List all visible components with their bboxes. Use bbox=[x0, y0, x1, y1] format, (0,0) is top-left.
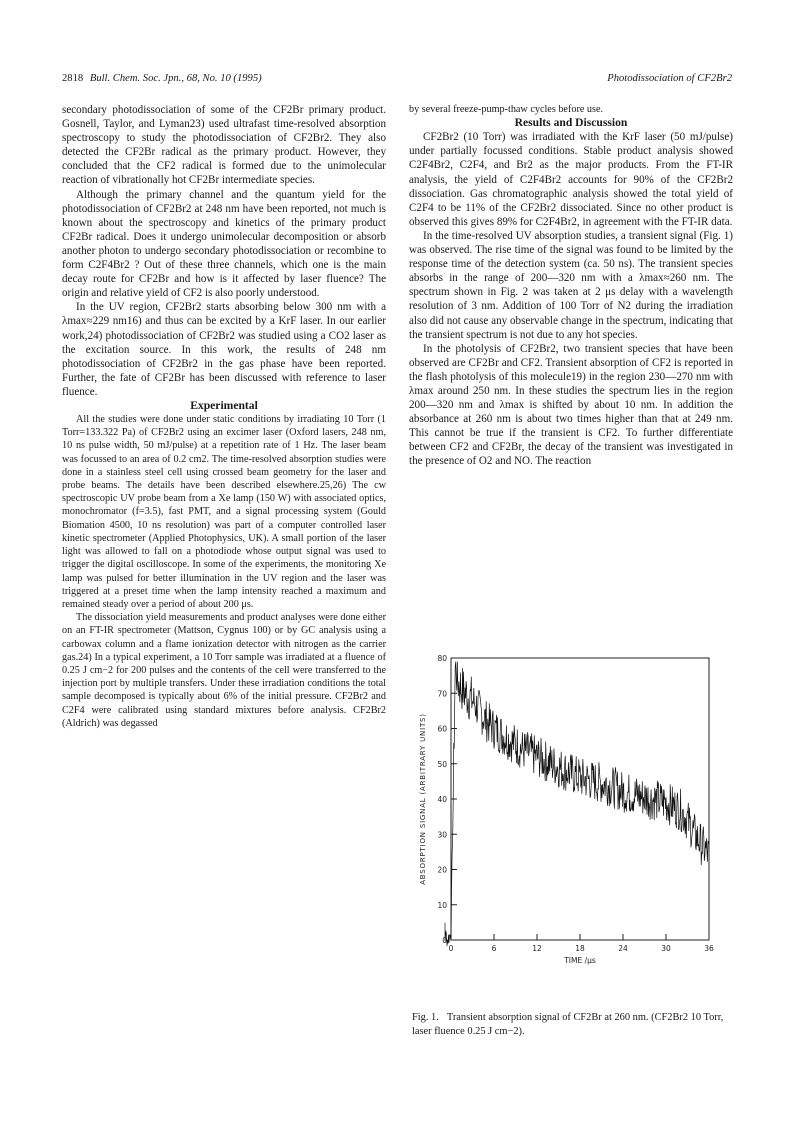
y-tick-label: 70 bbox=[437, 689, 447, 699]
y-tick-label: 80 bbox=[437, 654, 447, 663]
caption-text: Transient absorption signal of CF2Br at 260 nm. (CF2Br2 10 Torr, laser fluence 0.25 J cm−2). bbox=[412, 1012, 724, 1037]
paragraph: Although the primary channel and the quantum yield for the photodissociation of CF2Br2 at 248 nm have been reported, not much is known about the spectroscopy and kinetics of the primary product CF2Br radical. Does it undergo unimolecular decomposition or absorb another photon to undergo secondary photodissociation or recombine to form C2F4Br2 ? Out of these three channels, which one is the main decay route for CF2Br and how is it affected by laser fluence? The origin and relative yield of CF2 is also poorly understood. bbox=[62, 188, 386, 300]
x-axis-label: TIME /μs bbox=[564, 956, 596, 965]
running-title: Photodissociation of CF2Br2 bbox=[607, 73, 732, 84]
x-tick-label: 12 bbox=[532, 944, 542, 953]
y-tick-label: 10 bbox=[437, 900, 447, 910]
paragraph: by several freeze-pump-thaw cycles before use. bbox=[409, 104, 604, 115]
section-title-results: Results and Discussion bbox=[514, 116, 628, 130]
x-tick-label: 24 bbox=[618, 944, 628, 953]
figure-1 bbox=[409, 650, 733, 980]
x-tick-label: 6 bbox=[491, 944, 497, 953]
y-tick-label: 40 bbox=[437, 795, 447, 804]
signal-trace bbox=[445, 662, 709, 947]
paragraph: In the photolysis of CF2Br2, two transient species that have been observed are CF2Br and CF2. Transient absorption of CF2 is reported in the flash photolysis of this molecule19) in the region 230—270 nm with λmax around 250 nm. In these studies the spectrum lies in the region 200—320 nm and λmax is shifted by about 10 nm. In addition the absorbance at 260 nm is about two times higher than that at 249 nm. This cannot be true if the transient is CF2. To further differentiate between CF2 and CF2Br, the decay of the transient was investigated in the presence of O2 and NO. The reaction bbox=[409, 342, 733, 468]
paragraph: secondary photodissociation of some of the CF2Br primary product. Gosnell, Taylor, and Lyman23) used ultrafast time-resolved absorption spectroscopy to study the photodissociation of CF2Br2. They also detected the CF2Br radical as the primary product. However, they concluded that the CF2 radical is formed due to the unimolecular reaction of vibrationally hot CF2Br intermediate species. bbox=[62, 104, 386, 187]
paragraph: The dissociation yield measurements and product analyses were done either on an FT-IR spectrometer (Mattson, Cygnus 100) or by GC analysis using a carbowax column and a flame ionization detector with nitrogen as the carrier gas.24) In a typical experiment, a 10 Torr sample was irradiated at a fluence of 0.25 J cm−2 for 200 pulses and the contents of the cell were transferred to the injection port by multiple transfers. Under these irradiation conditions the total sample decomposed is typically about 6% of the initial pressure. CF2Br2 and C2F4 were calibrated using standard mixtures before analysis. CF2Br2 (Aldrich) was degassed bbox=[62, 612, 386, 729]
x-tick-label: 30 bbox=[661, 944, 671, 953]
paragraph: CF2Br2 (10 Torr) was irradiated with the KrF laser (50 mJ/pulse) under partially focussed conditions. Stable product analysis showed C2F4Br2, C2F4, and Br2 as the major products. From the FT-IR analysis, the yield of C2F4Br2 accounts for 90% of the CF2Br2 dissociation. Gas chromatographic analysis showed the total yield of C2F4 to be 11% of the CF2Br2 dissociated. Since no other product is observed this gives 89% for C2F4Br2, in agreement with the FT-IR data. bbox=[409, 131, 733, 228]
running-header bbox=[62, 73, 732, 87]
figure-caption bbox=[412, 1011, 730, 1038]
caption-label: Fig. 1. bbox=[412, 1012, 439, 1023]
y-tick-label: 50 bbox=[437, 759, 447, 769]
y-tick-label: 30 bbox=[437, 830, 447, 840]
right-column bbox=[409, 103, 733, 469]
page-number: 2818 bbox=[62, 73, 84, 84]
transient-absorption-chart bbox=[409, 650, 733, 980]
y-tick-label: 0 bbox=[442, 936, 447, 945]
y-tick-label: 60 bbox=[437, 724, 447, 734]
paragraph: In the time-resolved UV absorption studies, a transient signal (Fig. 1) was observed. The rise time of the signal was found to be limited by the response time of the detection system (ca. 50 ns). The transient species absorbs in the range of 200—320 nm with a λmax≈260 nm. The spectrum shown in Fig. 2 was taken at 2 μs delay with a wavelength resolution of 3 nm. Addition of 100 Torr of N2 during the irradiation also did not cause any observable change in the spectrum, indicating that the transient spectrum is not due to any hot species. bbox=[409, 229, 733, 341]
x-tick-label: 0 bbox=[448, 944, 454, 953]
paragraph: In the UV region, CF2Br2 starts absorbing below 300 nm with a λmax≈229 nm16) and thus can be excited by a KrF laser. In our earlier work,24) photodissociation of CF2Br2 was studied using a CO2 laser as the excitation source. In this work, the results of 248 nm photodissociation of CF2Br2 in the gas phase have been reported. Further, the fate of CF2Br has been discussed with reference to laser fluence. bbox=[62, 301, 386, 398]
paragraph: All the studies were done under static conditions by irradiating 10 Torr (1 Torr=133.322 Pa) of CF2Br2 using an excimer laser (Oxford lasers, 248 nm, 10 ns pulse width, 50 mJ/pulse) at a repetition rate of 1 Hz. The laser beam was focussed to an area of 0.2 cm2. The time-resolved absorption studies were done in a stainless steel cell using crossed beam geometry for the laser and probe beams. The details have been described elsewhere.25,26) The cw spectroscopic UV probe beam from a Xe lamp (150 W) with associated optics, monochromator (f=3.5), fast PMT, and a signal processing system (Gould Biomation 4500, 10 ns resolution) was part of a computer controlled laser kinetic spectrometer (Applied Photophysics, UK). A small portion of the laser light was allowed to fall on a photodiode whose output signal was used to trigger the digital oscilloscope. In some of the experiments, the monitoring Xe lamp was pulsed for better illumination in the UV region and the laser was triggered at a preset time when the lamp intensity reached a maximum and remained steady over a period of about 200 μs. bbox=[62, 414, 386, 610]
y-tick-label: 20 bbox=[437, 865, 447, 875]
journal-citation: Bull. Chem. Soc. Jpn., 68, No. 10 (1995) bbox=[89, 73, 262, 84]
y-axis-label: ABSORPTION SIGNAL (ARBITRARY UNITS) bbox=[419, 713, 427, 885]
left-column bbox=[62, 103, 386, 730]
section-title-experimental: Experimental bbox=[190, 398, 258, 412]
x-tick-label: 18 bbox=[575, 944, 585, 953]
x-tick-label: 36 bbox=[704, 944, 714, 953]
